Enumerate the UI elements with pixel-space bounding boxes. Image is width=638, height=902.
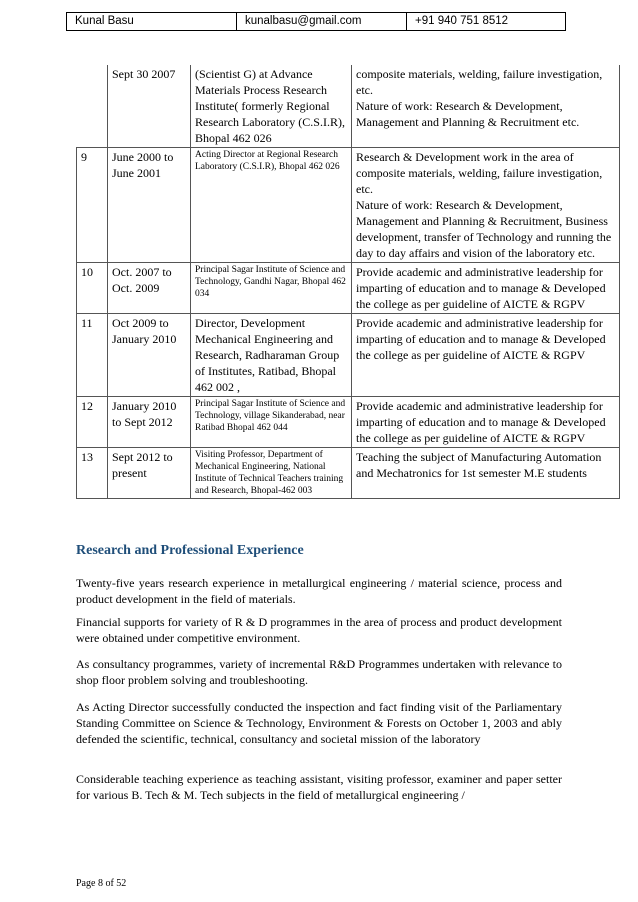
row-organization: Director, Development Mechanical Engineering and Research, Radharaman Group of Institutes, Ratibad, Bhopal 462 002 , <box>191 314 352 397</box>
experience-table <box>76 65 620 499</box>
row-organization: Acting Director at Regional Research Laboratory (C.S.I.R), Bhopal 462 026 <box>191 148 352 263</box>
row-number: 10 <box>77 263 108 314</box>
paragraph: Considerable teaching experience as teaching assistant, visiting professor, examiner and paper setter for various B. Tech & M. Tech subjects in the field of metallurgical engineering / <box>76 772 562 802</box>
contact-header <box>66 12 566 31</box>
page-number: Page 8 of 52 <box>76 878 127 889</box>
row-number: 11 <box>77 314 108 397</box>
header-email: kunalbasu@gmail.com <box>237 13 407 30</box>
table-row <box>77 148 620 263</box>
row-work: Research & Development work in the area of composite materials, welding, failure investigation, etc. Nature of work: Research & Development, Management and Planning & Recruitment, Business development, transfer of Technology and running the day to day affairs and vision of the laboratory etc. <box>352 148 620 263</box>
row-number: 12 <box>77 397 108 448</box>
row-number: 9 <box>77 148 108 263</box>
row-number: 13 <box>77 448 108 499</box>
table-row <box>77 314 620 397</box>
row-work: Teaching the subject of Manufacturing Automation and Mechatronics for 1st semester M.E students <box>352 448 620 499</box>
header-phone: +91 940 751 8512 <box>415 15 509 27</box>
table-row <box>77 448 620 499</box>
row-organization: Principal Sagar Institute of Science and Technology, village Sikanderabad, near Ratibad Bhopal 462 044 <box>191 397 352 448</box>
table-row <box>77 65 620 148</box>
row-work: Provide academic and administrative leadership for imparting of education and to manage & Developed the college as per guideline of AICTE & RGPV <box>352 263 620 314</box>
table-row <box>77 397 620 448</box>
section-title: Research and Professional Experience <box>76 543 304 558</box>
table-row <box>77 263 620 314</box>
paragraph: Twenty-five years research experience in metallurgical engineering / material science, process and product development in the field of materials. <box>76 576 562 606</box>
header-name: Kunal Basu <box>67 13 237 30</box>
paragraph: Financial supports for variety of R & D programmes in the area of process and product development were obtained under competitive environment. <box>76 615 562 645</box>
row-organization: (Scientist G) at Advance Materials Process Research Institute( formerly Regional Research Laboratory (C.S.I.R), Bhopal 462 026 <box>191 65 352 148</box>
row-period: January 2010 to Sept 2012 <box>108 397 191 448</box>
row-number <box>77 65 108 148</box>
row-period: Sept 2012 to present <box>108 448 191 499</box>
row-organization: Principal Sagar Institute of Science and Technology, Gandhi Nagar, Bhopal 462 034 <box>191 263 352 314</box>
row-period: June 2000 to June 2001 <box>108 148 191 263</box>
paragraph: As consultancy programmes, variety of incremental R&D Programmes undertaken with relevance to shop floor problem solving and troubleshooting. <box>76 657 562 687</box>
paragraph: As Acting Director successfully conducted the inspection and fact finding visit of the Parliamentary Standing Committee on Science & Technology, Environment & Forests on October 1, 2003 and ably defended the scientific, technical, consultancy and societal mission of the laboratory <box>76 700 562 746</box>
row-period: Oct. 2007 to Oct. 2009 <box>108 263 191 314</box>
row-work: Provide academic and administrative leadership for imparting of education and to manage & Developed the college as per guideline of AICTE & RGPV <box>352 397 620 448</box>
row-period: Sept 30 2007 <box>108 65 191 148</box>
row-work: composite materials, welding, failure investigation, etc. Nature of work: Research & Development, Management and Planning & Recruitment etc. <box>352 65 620 148</box>
row-organization: Visiting Professor, Department of Mechanical Engineering, National Institute of Technical Teachers training and Research, Bhopal-462 003 <box>191 448 352 499</box>
row-work: Provide academic and administrative leadership for imparting of education and to manage & Developed the college as per guideline of AICTE & RGPV <box>352 314 620 397</box>
row-period: Oct 2009 to January 2010 <box>108 314 191 397</box>
